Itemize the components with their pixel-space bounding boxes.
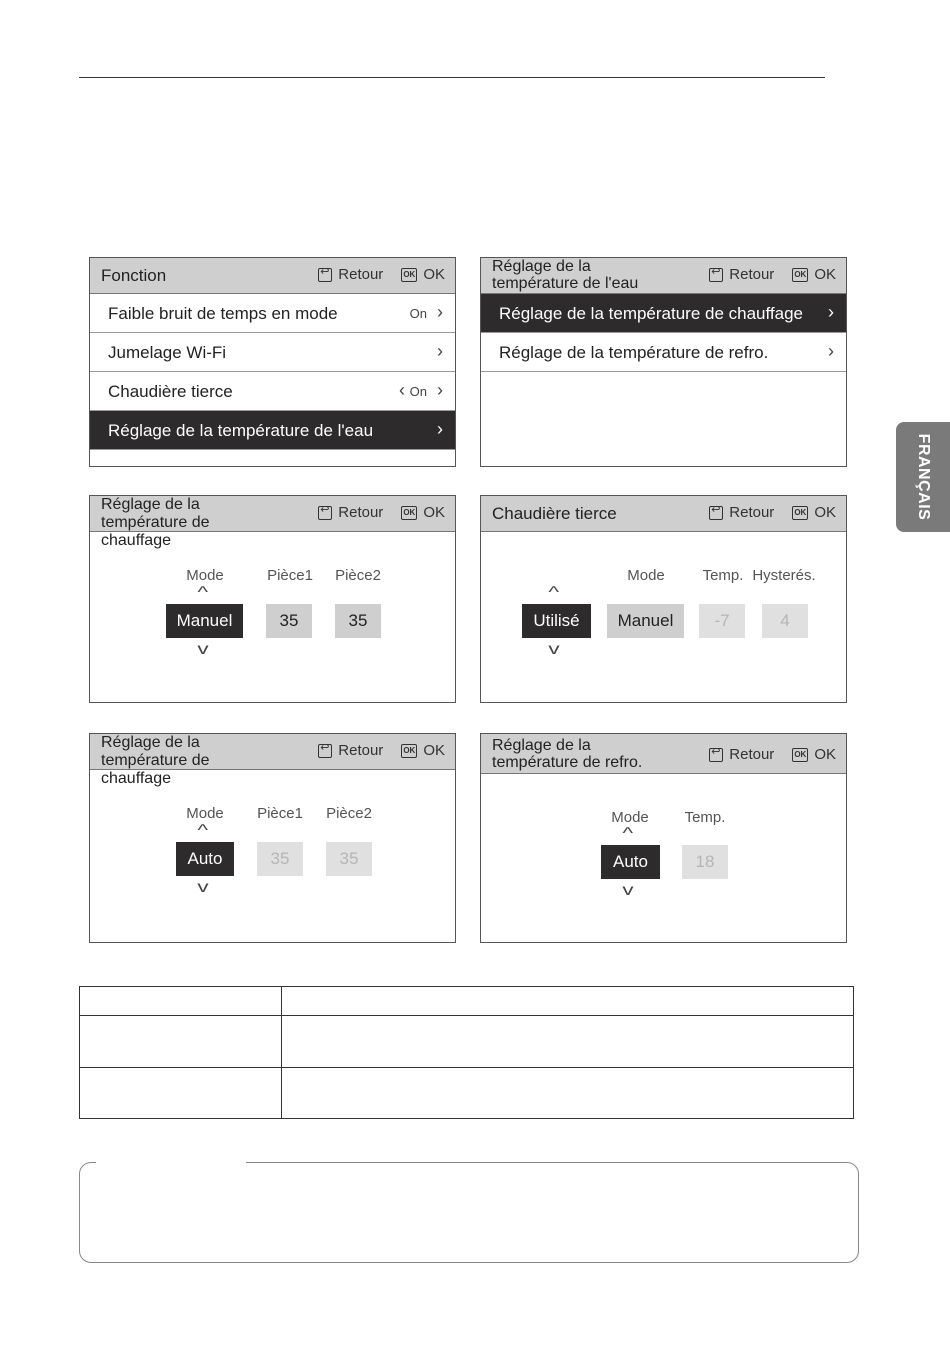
room2-value[interactable]: 35 [326, 842, 372, 876]
ok-label[interactable]: OK [423, 504, 445, 521]
room1-column-label: Pièce1 [267, 567, 313, 584]
language-tab-label: FRANÇAIS [915, 433, 932, 521]
language-tab [896, 422, 950, 532]
chevron-right-icon: › [828, 341, 834, 361]
ok-label[interactable]: OK [814, 504, 836, 521]
menu-item-value: On [409, 384, 427, 399]
hysteresis-value[interactable]: 4 [762, 604, 808, 638]
panel-title: Réglage de la température de refro. [492, 737, 643, 771]
ok-icon[interactable]: OK [792, 748, 808, 762]
ok-icon[interactable]: OK [401, 506, 417, 520]
temp-value[interactable]: -7 [699, 604, 745, 638]
temp-value[interactable]: 18 [682, 845, 728, 879]
ok-label[interactable]: OK [814, 746, 836, 763]
temp-column-label: Temp. [684, 809, 726, 826]
water-temperature-panel [480, 257, 847, 467]
room2-column-label: Pièce2 [335, 567, 381, 584]
table-cell [282, 1068, 854, 1119]
back-icon[interactable] [318, 506, 332, 520]
menu-item-water-temperature[interactable] [90, 411, 455, 450]
panel-header [481, 496, 846, 532]
chevron-down-icon[interactable]: v [197, 879, 209, 896]
ok-icon[interactable]: OK [401, 744, 417, 758]
chevron-right-icon: › [828, 302, 834, 322]
table-cell [282, 1016, 854, 1068]
back-icon[interactable] [709, 268, 723, 282]
back-icon[interactable] [318, 268, 332, 282]
menu-item-cooling-temperature[interactable] [481, 333, 846, 372]
menu-item-label: Faible bruit de temps en mode [108, 304, 338, 323]
panel-title: Réglage de la température de l'eau [492, 258, 639, 292]
back-label[interactable]: Retour [729, 266, 775, 283]
menu-item-label: Chaudière tierce [108, 382, 233, 401]
chevron-left-icon: ‹ [399, 380, 405, 400]
temp-column-label: Temp. [702, 567, 744, 584]
chevron-down-icon[interactable]: v [197, 641, 209, 658]
back-label[interactable]: Retour [338, 742, 384, 759]
panel-title: Réglage de la température de chauffage [101, 496, 210, 549]
menu-item-label: Réglage de la température de l'eau [108, 421, 374, 440]
mode-column-label: Mode [611, 809, 649, 826]
mode-value[interactable]: Manuel [166, 604, 243, 638]
chevron-down-icon[interactable]: v [548, 641, 560, 658]
ok-icon[interactable]: OK [792, 268, 808, 282]
back-label[interactable]: Retour [729, 746, 775, 763]
room2-value[interactable]: 35 [335, 604, 381, 638]
chevron-up-icon[interactable]: ^ [548, 584, 560, 601]
ok-label[interactable]: OK [423, 742, 445, 759]
chevron-up-icon[interactable]: ^ [622, 825, 634, 842]
chevron-right-icon: › [437, 380, 443, 400]
menu-item-label: Jumelage Wi-Fi [108, 343, 227, 362]
back-icon[interactable] [709, 506, 723, 520]
table-cell [80, 1068, 282, 1119]
room1-column-label: Pièce1 [257, 805, 303, 822]
table-cell [282, 987, 854, 1016]
boiler-state-value[interactable]: Utilisé [522, 604, 591, 638]
chevron-up-icon[interactable]: ^ [197, 822, 209, 839]
heating-temperature-manual-panel [89, 495, 456, 703]
chevron-up-icon[interactable]: ^ [197, 584, 209, 601]
mode-value[interactable]: Auto [601, 845, 660, 879]
table-cell [80, 1016, 282, 1068]
panel-title: Réglage de la température de chauffage [101, 734, 210, 787]
chevron-right-icon: › [437, 419, 443, 439]
panel-title: Fonction [101, 266, 167, 285]
table-cell [80, 987, 282, 1016]
mode-value[interactable]: Manuel [607, 604, 684, 638]
note-box [79, 1162, 859, 1263]
ok-label[interactable]: OK [423, 266, 445, 283]
menu-item-heating-temperature[interactable] [481, 294, 846, 333]
chevron-right-icon: › [437, 341, 443, 361]
chevron-right-icon: › [437, 302, 443, 322]
mode-column-label: Mode [186, 567, 224, 584]
ok-label[interactable]: OK [814, 266, 836, 283]
mode-value[interactable]: Auto [176, 842, 234, 876]
back-label[interactable]: Retour [338, 266, 384, 283]
hysteresis-column-label: Hysterés. [752, 567, 816, 584]
panel-header [90, 258, 455, 294]
room2-column-label: Pièce2 [326, 805, 372, 822]
menu-item-label: Réglage de la température de refro. [499, 343, 769, 362]
panel-header [481, 734, 846, 774]
room1-value[interactable]: 35 [266, 604, 312, 638]
top-rule [79, 77, 825, 78]
function-menu-panel [89, 257, 456, 467]
menu-item-label: Réglage de la température de chauffage [499, 304, 804, 323]
mode-column-label: Mode [186, 805, 224, 822]
back-icon[interactable] [318, 744, 332, 758]
panel-title: Chaudière tierce [492, 504, 617, 523]
mode-column-label: Mode [627, 567, 665, 584]
menu-item-low-noise[interactable] [90, 294, 455, 333]
back-label[interactable]: Retour [729, 504, 775, 521]
menu-item-third-party-boiler[interactable] [90, 372, 455, 411]
description-table [79, 986, 854, 1119]
room1-value[interactable]: 35 [257, 842, 303, 876]
menu-item-value: On [409, 306, 427, 321]
back-label[interactable]: Retour [338, 504, 384, 521]
menu-item-wifi-pairing[interactable] [90, 333, 455, 372]
heating-temperature-auto-panel [89, 733, 456, 943]
panel-header [481, 258, 846, 294]
ok-icon[interactable]: OK [401, 268, 417, 282]
ok-icon[interactable]: OK [792, 506, 808, 520]
cooling-temperature-panel [480, 733, 847, 943]
back-icon[interactable] [709, 748, 723, 762]
chevron-down-icon[interactable]: v [622, 882, 634, 899]
third-party-boiler-panel [480, 495, 847, 703]
